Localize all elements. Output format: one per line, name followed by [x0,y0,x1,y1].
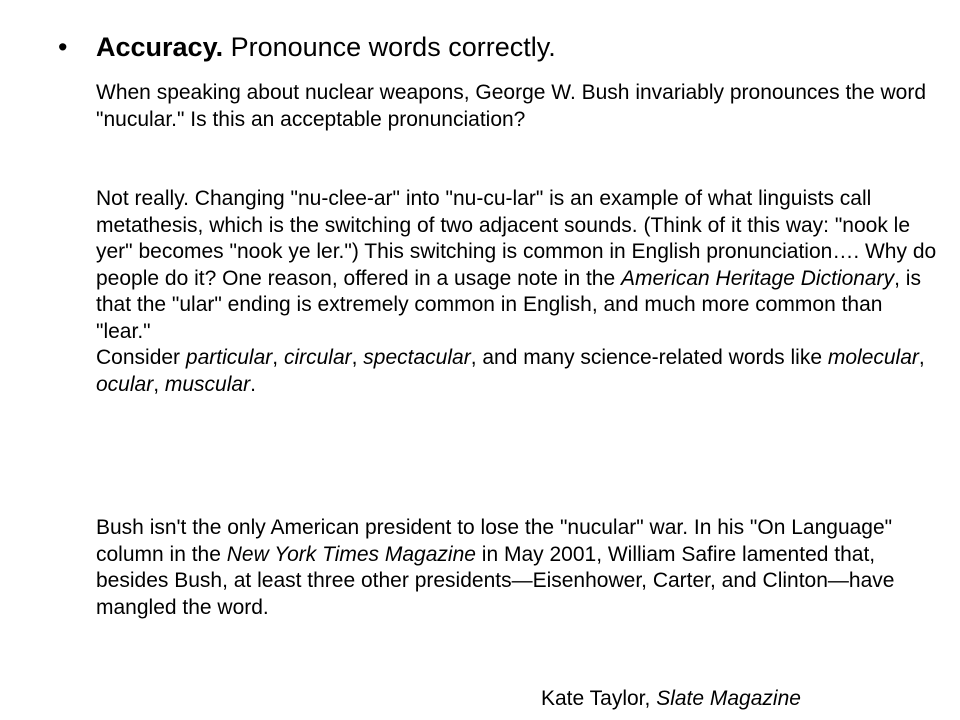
answer-text-9: . [250,372,256,396]
attribution-author: Kate Taylor, [541,687,657,710]
answer-italic-spectacular: spectacular [363,346,471,369]
paragraph-question [96,80,941,133]
safire-text-1: Bush isn't the only American president to lose the "nucular" war. In his "On Language" column in the [96,516,893,566]
paragraph-safire [96,515,941,621]
answer-italic-dictionary: American Heritage Dictionary [621,266,895,290]
answer-italic-particular: particular [185,346,273,369]
answer-text-5: , [351,346,364,369]
heading-keyword: Accuracy. [96,32,224,62]
answer-text-7: , [918,346,925,369]
attribution-source: Slate Magazine [656,687,801,710]
safire-italic-nytm: New York Times Magazine [226,542,476,566]
bullet-marker: • [58,32,68,62]
answer-text-4: , [272,346,284,369]
answer-italic-molecular: molecular [827,346,919,369]
attribution [541,685,801,713]
safire-text-2: in May 2001, William Safire lamented that, besides Bush, at least three other presidents—Eisenhower, Carter, and Clinton—have mangled the word. [96,542,895,619]
answer-text-2: , is that the "ular" ending is extremely common in English, and much more common than "lear." [96,266,921,343]
answer-text-3: Consider [96,346,186,369]
question-text: When speaking about nuclear weapons, George W. Bush invariably pronounces the word "nucular." Is this an acceptable pronunciation? [96,81,926,131]
answer-italic-circular: circular [283,346,352,369]
answer-text-8: , [153,372,165,396]
bullet-heading [58,30,556,64]
answer-italic-ocular: ocular [96,372,154,396]
answer-italic-muscular: muscular [164,372,251,396]
heading-rest: Pronounce words correctly. [223,32,556,62]
answer-text-6: , and many science-related words like [470,346,828,369]
answer-text-1: Not really. Changing "nu-clee-ar" into "nu-cu-lar" is an example of what linguists call metathesis, which is the switching of two adjacent sounds. (Think of it this way: "nook le yer" becomes "nook ye ler.") This switching is common in English pronunciation…. Why do people do it? One reason, offered in a usage note in the [96,187,937,290]
paragraph-answer [96,186,941,398]
